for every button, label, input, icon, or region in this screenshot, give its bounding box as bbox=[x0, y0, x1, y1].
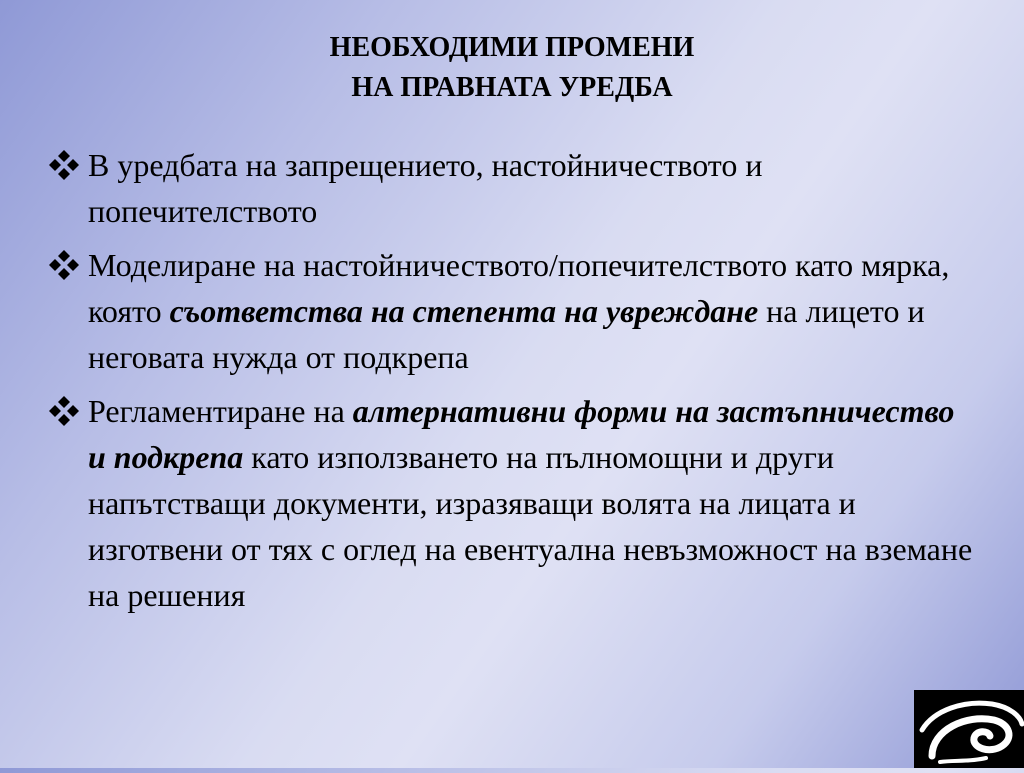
diamond-bullet-icon bbox=[44, 148, 84, 182]
bullet-2-text-end: на лицето и неговата нужда от подкрепа bbox=[88, 293, 925, 375]
bullet-1-text: В уредбата на запрещението, настойничеството и попечителството bbox=[88, 147, 763, 229]
title-line-1: НЕОБХОДИМИ ПРОМЕНИ bbox=[329, 32, 695, 63]
bullet-3-text: Регламентиране на bbox=[88, 393, 353, 429]
bullet-2-text: Моделиране на настойничеството/попечителството като мярка, която bbox=[88, 247, 950, 329]
bullet-item-3 bbox=[44, 388, 974, 618]
diamond-bullet-icon bbox=[44, 394, 84, 428]
swirl-logo-icon bbox=[914, 690, 1024, 768]
bullet-3-text-end: като използването на пълномощни и други напътстващи документи, изразяващи волята на лицата и изготвени от тях с оглед на евентуална невъзможност на вземане на решения bbox=[88, 439, 973, 613]
bullet-item-2 bbox=[44, 242, 974, 380]
bullet-2-emphasis: съответства на степента на увреждане bbox=[169, 293, 759, 329]
slide-title bbox=[0, 28, 1024, 108]
diamond-bullet-icon bbox=[44, 248, 84, 282]
bullet-list bbox=[44, 142, 974, 626]
bullet-item-1 bbox=[44, 142, 974, 234]
bullet-3-emphasis: алтернативни форми на застъпничество и подкрепа bbox=[88, 393, 955, 475]
title-line-2: НА ПРАВНАТА УРЕДБА bbox=[351, 72, 673, 103]
